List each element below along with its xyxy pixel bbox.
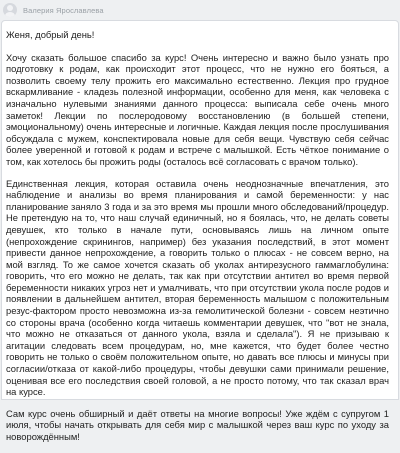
review-header (3, 3, 104, 17)
review-paragraph-2: Единственная лекция, которая оставила очень неоднозначные впечатления, это наблюдение и анализы во время планирования и самой беременности: у нас планирование заняло 3 года и за это время мы прошли много обследований/процедур. Не претендую на то, что наш случай единичный, но я боялась, что, не делать советы девушек, кто только в начале пути, основываясь лишь на личном опыте (непрохождение скринингов, например) без указания последствий, в этот момент привести данное непрохождение, а говорить только о плюсах - не совсем верно, на мой взгляд. То же самое хочется сказать об уколах антирезусного гаммаглобулина: говорить, что его можно не делать, так как при отсутствии антител во время первой беременности никаких угроз нет и умалчивать, что при отсутствии укола после родов и появлении в дальнейшем антител, вторая беременность малышом с положительным резус-фактором просто невозможна из-за гемолитической болезни - совсем неэтично со стороны врача (особенно когда читаешь комментарии девушек, что "вот не знала, что можно не отказаться от данного укола, взяла и сделала"). Я не призываю к агитации следовать всем процедурам, но, мне кажется, что будет более честно говорить не только о своём положительном опыте, но давать все плюсы и минусы при согласии/отказа от какой-либо процедуры, чтобы девушки сами принимали решение, оценивая все его последствия своей головой, а не просто потому, что так сказал врач на курсе. (6, 177, 389, 398)
review-paragraph-1: Хочу сказать большое спасибо за курс! Очень интересно и важно было узнать про подготовку к родам, как происходит этот процесс, что не нужно его бояться, а позволить своему телу прожить его максимально естественно. Лекция про грудное вскармливание - кладезь полезной информации, особенно для меня, как человека с изначально нулевыми знаниями данного процесса: выписала себе очень много заметок! Лекции по послеродовому восстановлению (в большей степени, эмоциональному) очень интересные и логичные. Каждая лекция после прослушивания обсуждала с мужем, конспектировала новые для себя вещи. Чувствую себя сейчас более уверенной и готовой к родам и встрече с малышкой. Есть чёткое понимание о том, как хотелось бы прожить роды (осталось всё согласовать с врачом только). (6, 51, 389, 167)
review-text (6, 29, 389, 453)
avatar-icon (3, 3, 17, 17)
review-card (1, 20, 399, 442)
greeting: Женя, добрый день! (6, 29, 95, 40)
review-paragraph-3: Сам курс очень обширный и даёт ответы на многие вопросы! Уже ждём с супругом 1 июля, чтобы начать открывать для себя мир с малышкой через ваш курс по уходу за новорождённым! (6, 407, 389, 442)
author-name: Валерия Ярославлева (23, 5, 104, 15)
